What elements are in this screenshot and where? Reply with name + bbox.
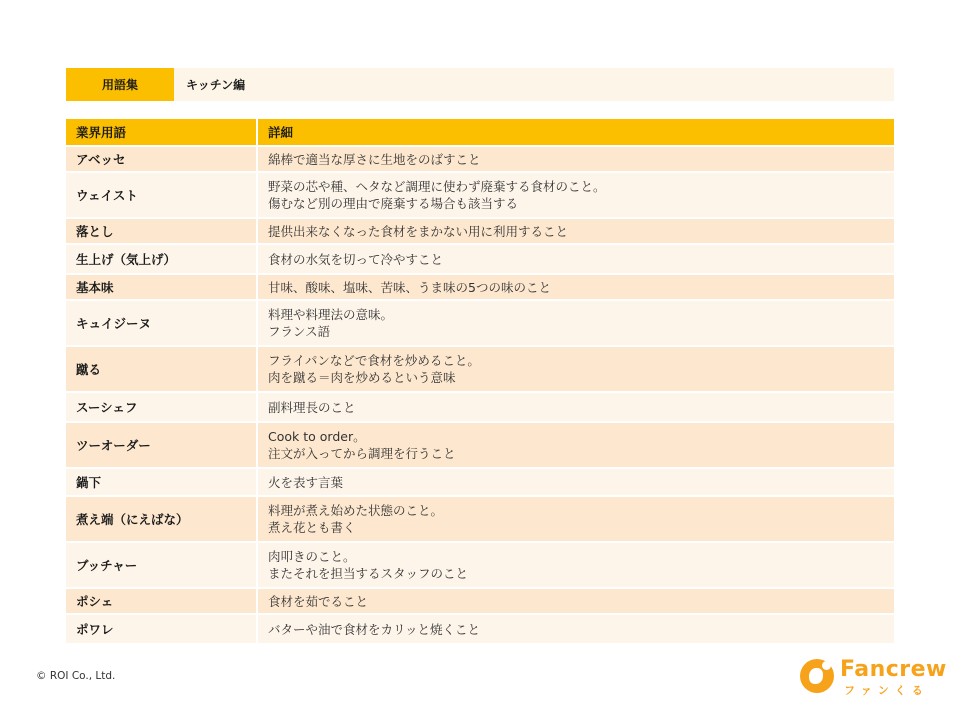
detail-line: 食材を茹でること bbox=[268, 593, 369, 609]
copyright-text: © ROI Co., Ltd. bbox=[36, 670, 116, 682]
term-cell: ポワレ bbox=[66, 614, 257, 644]
term-cell: 鍋下 bbox=[66, 468, 257, 496]
table-row bbox=[66, 346, 894, 392]
table-row bbox=[66, 274, 894, 300]
glossary-subtitle: キッチン編 bbox=[186, 78, 246, 92]
detail-line: 甘味、酸味、塩味、苦味、うま味の5つの味のこと bbox=[268, 279, 551, 295]
detail-line: 肉叩きのこと。 bbox=[268, 549, 356, 564]
glossary-table bbox=[66, 119, 894, 645]
detail-cell bbox=[257, 392, 894, 422]
term-cell: スーシェフ bbox=[66, 392, 257, 422]
detail-line: 提供出来なくなった食材をまかない用に利用すること bbox=[268, 223, 569, 239]
glossary-header bbox=[66, 68, 894, 101]
detail-line: バターや油で食材をカリッと焼くこと bbox=[268, 621, 481, 637]
detail-cell bbox=[257, 422, 894, 468]
logo-wordmark: Fancrew bbox=[840, 657, 947, 682]
detail-line: 食材の水気を切って冷やすこと bbox=[268, 251, 444, 267]
detail-cell bbox=[257, 614, 894, 644]
logo-kana: ファンくる bbox=[844, 684, 929, 697]
detail-line: 綿棒で適当な厚さに生地をのばすこと bbox=[268, 151, 481, 167]
detail-cell bbox=[257, 172, 894, 218]
table-row bbox=[66, 392, 894, 422]
detail-line: 肉を蹴る＝肉を炒めるという意味 bbox=[268, 370, 456, 385]
term-cell: 落とし bbox=[66, 218, 257, 244]
column-header-detail: 詳細 bbox=[257, 119, 894, 146]
detail-line: 火を表す言葉 bbox=[268, 474, 344, 490]
table-row bbox=[66, 244, 894, 274]
table-row bbox=[66, 542, 894, 588]
detail-cell bbox=[257, 244, 894, 274]
table-row bbox=[66, 300, 894, 346]
table-row bbox=[66, 172, 894, 218]
table-row bbox=[66, 146, 894, 172]
detail-line: 傷むなど別の理由で廃棄する場合も該当する bbox=[268, 196, 519, 211]
detail-cell bbox=[257, 218, 894, 244]
detail-line: フライパンなどで食材を炒めること。 bbox=[268, 353, 480, 368]
table-row bbox=[66, 496, 894, 542]
detail-cell bbox=[257, 496, 894, 542]
detail-cell bbox=[257, 146, 894, 172]
detail-cell bbox=[257, 300, 894, 346]
table-row bbox=[66, 468, 894, 496]
detail-line: またそれを担当するスタッフのこと bbox=[268, 566, 469, 581]
table-row bbox=[66, 614, 894, 644]
column-header-term: 業界用語 bbox=[66, 119, 257, 146]
detail-line: 料理や料理法の意味。 bbox=[268, 307, 394, 322]
table-body bbox=[66, 146, 894, 644]
detail-line: 煮え花とも書く bbox=[268, 520, 356, 535]
detail-cell bbox=[257, 542, 894, 588]
term-cell: 基本味 bbox=[66, 274, 257, 300]
detail-line: 野菜の芯や種、ヘタなど調理に使わず廃棄する食材のこと。 bbox=[268, 179, 606, 194]
table-row bbox=[66, 588, 894, 614]
term-cell: キュイジーヌ bbox=[66, 300, 257, 346]
table-header-row bbox=[66, 119, 894, 146]
term-cell: ウェイスト bbox=[66, 172, 257, 218]
fancrew-logo bbox=[800, 656, 947, 697]
detail-line: 副料理長のこと bbox=[268, 399, 356, 415]
term-cell: アベッセ bbox=[66, 146, 257, 172]
detail-line: フランス語 bbox=[268, 324, 331, 339]
detail-line: 注文が入ってから調理を行うこと bbox=[268, 446, 456, 461]
detail-line: 料理が煮え始めた状態のこと。 bbox=[268, 503, 444, 518]
term-cell: ブッチャー bbox=[66, 542, 257, 588]
detail-cell bbox=[257, 468, 894, 496]
table-row bbox=[66, 218, 894, 244]
detail-cell bbox=[257, 588, 894, 614]
fancrew-mark-icon bbox=[800, 659, 834, 693]
term-cell: 生上げ（気上げ） bbox=[66, 244, 257, 274]
table-row bbox=[66, 422, 894, 468]
term-cell: ツーオーダー bbox=[66, 422, 257, 468]
term-cell: 煮え端（にえばな） bbox=[66, 496, 257, 542]
term-cell: 蹴る bbox=[66, 346, 257, 392]
detail-cell bbox=[257, 346, 894, 392]
glossary-tag: 用語集 bbox=[66, 68, 174, 101]
term-cell: ポシェ bbox=[66, 588, 257, 614]
detail-line: Cook to order。 bbox=[268, 429, 366, 444]
detail-cell bbox=[257, 274, 894, 300]
